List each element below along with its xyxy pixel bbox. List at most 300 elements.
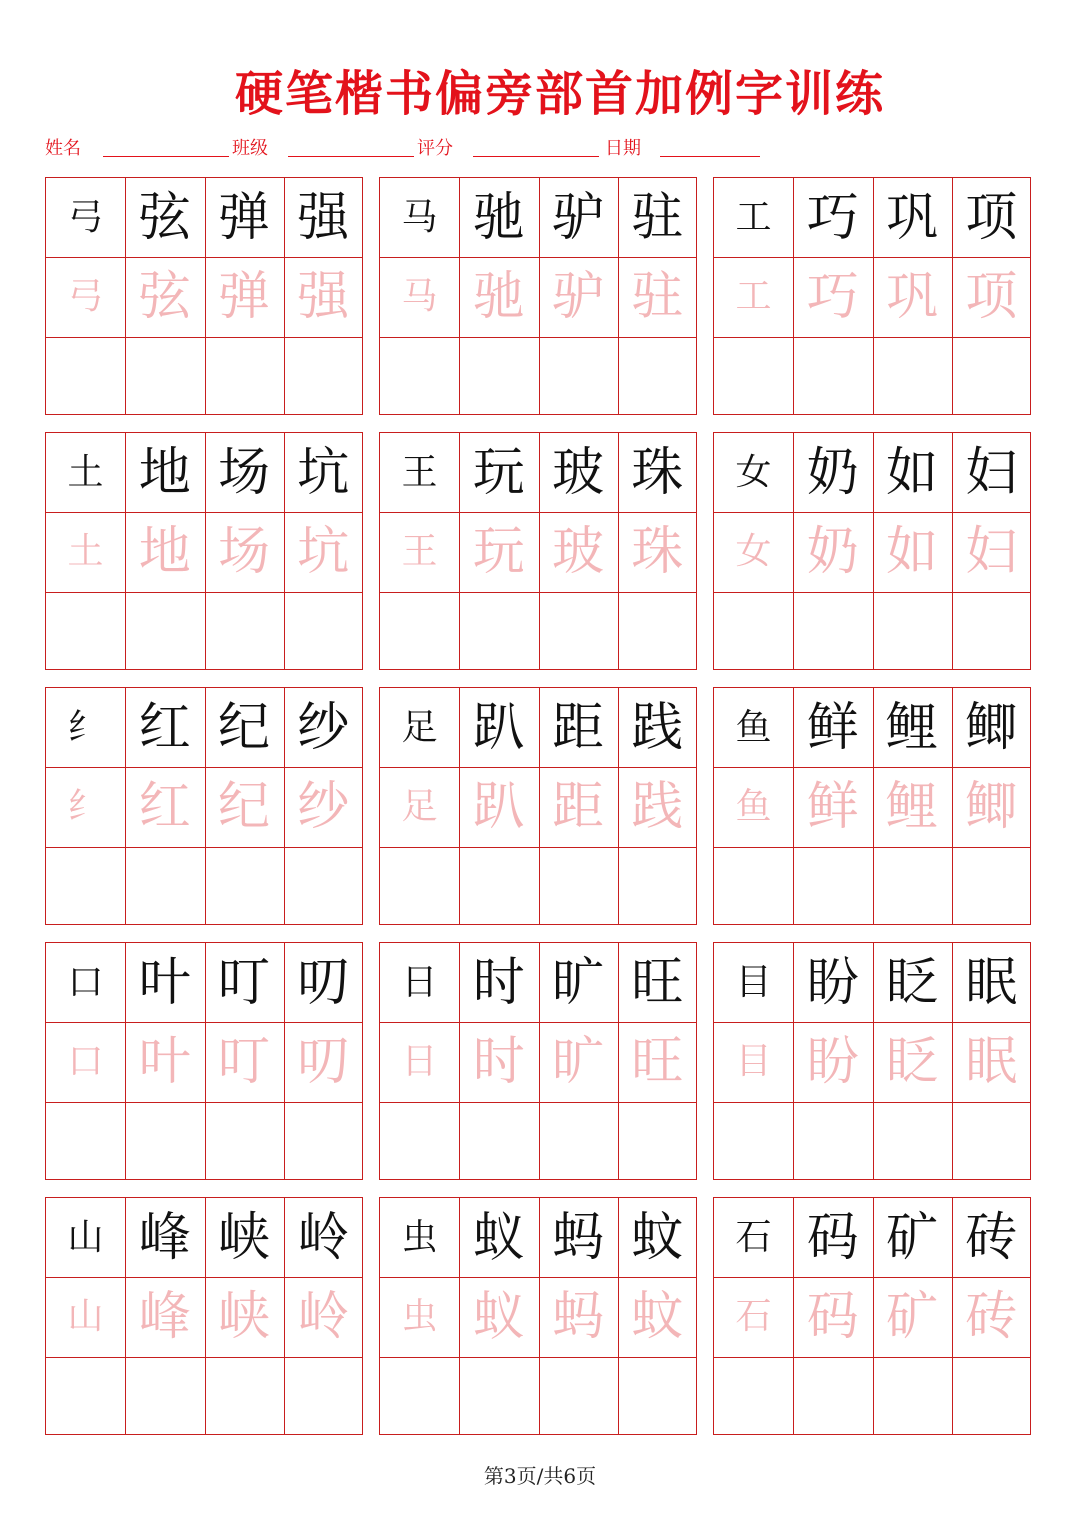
trace-example-char: 驰 xyxy=(472,266,525,327)
trace-cell[interactable] xyxy=(873,767,952,846)
radical-cell xyxy=(46,943,125,1022)
practice-cell[interactable] xyxy=(284,1357,363,1436)
practice-cell[interactable] xyxy=(714,592,793,671)
trace-radical-char: 弓 xyxy=(67,275,104,317)
trace-example-char: 岭 xyxy=(297,1286,350,1347)
trace-cell[interactable] xyxy=(46,767,125,846)
practice-cell[interactable] xyxy=(539,337,618,416)
trace-example-char: 珠 xyxy=(631,521,684,582)
practice-cell[interactable] xyxy=(793,337,872,416)
trace-radical-char: 王 xyxy=(401,530,438,572)
example-char: 蚊 xyxy=(631,1207,684,1268)
trace-radical-char: 女 xyxy=(735,530,772,572)
practice-cell[interactable] xyxy=(46,1357,125,1436)
practice-cell[interactable] xyxy=(873,1102,952,1181)
practice-cell[interactable] xyxy=(459,1102,538,1181)
trace-cell[interactable] xyxy=(125,1022,204,1101)
trace-cell[interactable] xyxy=(46,512,125,591)
trace-example-char: 践 xyxy=(631,776,684,837)
radical-cell xyxy=(46,178,125,257)
trace-radical-char: 土 xyxy=(67,530,104,572)
example-cell xyxy=(205,688,284,767)
practice-cell[interactable] xyxy=(125,847,204,926)
radical-cell xyxy=(714,943,793,1022)
example-char: 奶 xyxy=(806,442,859,503)
trace-radical-char: 日 xyxy=(401,1040,438,1082)
name-blank xyxy=(103,156,229,157)
trace-cell[interactable] xyxy=(205,767,284,846)
example-char: 纱 xyxy=(297,697,350,758)
trace-example-char: 巧 xyxy=(806,266,859,327)
practice-cell[interactable] xyxy=(284,1102,363,1181)
example-cell xyxy=(125,1198,204,1277)
example-cell xyxy=(952,433,1031,512)
example-char: 砖 xyxy=(965,1207,1018,1268)
trace-example-char: 峰 xyxy=(138,1286,191,1347)
trace-cell[interactable] xyxy=(459,1277,538,1356)
character-block xyxy=(379,687,697,925)
trace-cell[interactable] xyxy=(873,1022,952,1101)
example-cell xyxy=(205,943,284,1022)
character-block xyxy=(45,432,363,670)
character-block xyxy=(713,177,1031,415)
trace-cell[interactable] xyxy=(46,257,125,336)
trace-cell[interactable] xyxy=(459,1022,538,1101)
class-blank xyxy=(288,156,414,157)
practice-cell[interactable] xyxy=(952,337,1031,416)
practice-cell[interactable] xyxy=(618,337,697,416)
example-char: 盼 xyxy=(806,952,859,1013)
trace-cell[interactable] xyxy=(284,767,363,846)
trace-example-char: 项 xyxy=(965,266,1018,327)
trace-example-char: 叶 xyxy=(138,1031,191,1092)
trace-example-char: 蚁 xyxy=(472,1286,525,1347)
radical-char: 虫 xyxy=(401,1216,438,1258)
trace-example-char: 鲤 xyxy=(885,776,938,837)
example-char: 码 xyxy=(806,1207,859,1268)
example-char: 趴 xyxy=(472,697,525,758)
example-char: 强 xyxy=(297,187,350,248)
character-block xyxy=(713,1197,1031,1435)
trace-cell[interactable] xyxy=(873,512,952,591)
practice-cell[interactable] xyxy=(793,592,872,671)
trace-cell[interactable] xyxy=(539,257,618,336)
practice-cell[interactable] xyxy=(873,847,952,926)
trace-example-char: 眨 xyxy=(885,1031,938,1092)
trace-example-char: 矿 xyxy=(885,1286,938,1347)
practice-cell[interactable] xyxy=(459,337,538,416)
trace-example-char: 旷 xyxy=(551,1031,604,1092)
trace-cell[interactable] xyxy=(284,257,363,336)
trace-cell[interactable] xyxy=(205,257,284,336)
practice-cell[interactable] xyxy=(952,1357,1031,1436)
practice-cell[interactable] xyxy=(125,337,204,416)
page-number: 第3页/共6页 xyxy=(483,1464,597,1488)
trace-radical-char: 足 xyxy=(401,785,438,827)
example-cell xyxy=(125,433,204,512)
trace-cell[interactable] xyxy=(539,767,618,846)
practice-cell[interactable] xyxy=(284,592,363,671)
example-cell xyxy=(284,178,363,257)
trace-radical-char: 目 xyxy=(735,1040,772,1082)
radical-char: 足 xyxy=(401,706,438,748)
example-cell xyxy=(459,943,538,1022)
trace-example-char: 叮 xyxy=(217,1031,270,1092)
radical-cell xyxy=(46,1198,125,1277)
score-label: 评分 xyxy=(417,138,453,159)
trace-example-char: 红 xyxy=(138,776,191,837)
trace-cell[interactable] xyxy=(459,767,538,846)
example-cell xyxy=(459,433,538,512)
example-char: 场 xyxy=(217,442,270,503)
example-cell xyxy=(952,943,1031,1022)
practice-cell[interactable] xyxy=(793,1102,872,1181)
radical-char: 日 xyxy=(401,961,438,1003)
trace-cell[interactable] xyxy=(459,257,538,336)
radical-cell xyxy=(46,688,125,767)
example-cell xyxy=(793,943,872,1022)
radical-char: 弓 xyxy=(67,196,104,238)
trace-cell[interactable] xyxy=(793,767,872,846)
example-char: 玻 xyxy=(551,442,604,503)
practice-cell[interactable] xyxy=(205,592,284,671)
practice-cell[interactable] xyxy=(380,1357,459,1436)
practice-cell[interactable] xyxy=(714,847,793,926)
trace-cell[interactable] xyxy=(205,1022,284,1101)
trace-radical-char: 口 xyxy=(67,1040,104,1082)
example-cell xyxy=(205,178,284,257)
example-char: 峡 xyxy=(217,1207,270,1268)
practice-cell[interactable] xyxy=(125,1357,204,1436)
radical-cell xyxy=(380,178,459,257)
character-block xyxy=(379,1197,697,1435)
trace-cell[interactable] xyxy=(952,512,1031,591)
example-cell xyxy=(459,1198,538,1277)
example-cell xyxy=(539,433,618,512)
trace-cell[interactable] xyxy=(539,1022,618,1101)
trace-radical-char: 石 xyxy=(735,1295,772,1337)
practice-cell[interactable] xyxy=(539,847,618,926)
radical-cell xyxy=(46,433,125,512)
practice-cell[interactable] xyxy=(46,337,125,416)
trace-cell[interactable] xyxy=(46,1022,125,1101)
practice-cell[interactable] xyxy=(873,592,952,671)
radical-char: 目 xyxy=(735,961,772,1003)
trace-cell[interactable] xyxy=(125,512,204,591)
practice-cell[interactable] xyxy=(205,337,284,416)
example-char: 纪 xyxy=(217,697,270,758)
trace-cell[interactable] xyxy=(46,1277,125,1356)
trace-cell[interactable] xyxy=(539,512,618,591)
trace-cell[interactable] xyxy=(793,1022,872,1101)
trace-cell[interactable] xyxy=(714,1277,793,1356)
trace-example-char: 弹 xyxy=(217,266,270,327)
practice-cell[interactable] xyxy=(125,592,204,671)
example-char: 时 xyxy=(472,952,525,1013)
radical-char: 纟 xyxy=(67,706,104,748)
example-char: 巩 xyxy=(885,187,938,248)
example-cell xyxy=(618,178,697,257)
example-char: 玩 xyxy=(472,442,525,503)
radical-char: 工 xyxy=(735,196,772,238)
practice-cell[interactable] xyxy=(380,592,459,671)
trace-cell[interactable] xyxy=(125,257,204,336)
example-char: 巧 xyxy=(806,187,859,248)
example-char: 矿 xyxy=(885,1207,938,1268)
character-block xyxy=(713,687,1031,925)
example-char: 叶 xyxy=(138,952,191,1013)
example-char: 地 xyxy=(138,442,191,503)
trace-example-char: 峡 xyxy=(217,1286,270,1347)
example-cell xyxy=(459,178,538,257)
example-cell xyxy=(618,1198,697,1277)
trace-radical-char: 山 xyxy=(67,1295,104,1337)
trace-cell[interactable] xyxy=(284,1277,363,1356)
character-block xyxy=(45,177,363,415)
example-cell xyxy=(539,1198,618,1277)
trace-cell[interactable] xyxy=(952,1277,1031,1356)
trace-cell[interactable] xyxy=(714,257,793,336)
radical-cell xyxy=(380,688,459,767)
example-char: 蚂 xyxy=(551,1207,604,1268)
trace-example-char: 坑 xyxy=(297,521,350,582)
example-cell xyxy=(952,178,1031,257)
practice-cell[interactable] xyxy=(618,592,697,671)
radical-char: 山 xyxy=(67,1216,104,1258)
practice-cell[interactable] xyxy=(380,1102,459,1181)
trace-example-char: 眠 xyxy=(965,1031,1018,1092)
trace-example-char: 砖 xyxy=(965,1286,1018,1347)
trace-cell[interactable] xyxy=(873,257,952,336)
example-cell xyxy=(952,1198,1031,1277)
practice-cell[interactable] xyxy=(46,592,125,671)
example-char: 鲜 xyxy=(806,697,859,758)
example-char: 践 xyxy=(631,697,684,758)
example-char: 蚁 xyxy=(472,1207,525,1268)
example-char: 驰 xyxy=(472,187,525,248)
example-cell xyxy=(873,688,952,767)
practice-cell[interactable] xyxy=(539,1357,618,1436)
trace-example-char: 驴 xyxy=(551,266,604,327)
character-block xyxy=(713,432,1031,670)
trace-cell[interactable] xyxy=(618,1022,697,1101)
trace-cell[interactable] xyxy=(205,1277,284,1356)
example-cell xyxy=(539,688,618,767)
trace-cell[interactable] xyxy=(459,512,538,591)
example-cell xyxy=(873,943,952,1022)
class-label: 班级 xyxy=(232,138,268,159)
example-cell xyxy=(539,943,618,1022)
trace-cell[interactable] xyxy=(793,512,872,591)
example-char: 叮 xyxy=(217,952,270,1013)
character-block xyxy=(45,1197,363,1435)
example-cell xyxy=(125,943,204,1022)
radical-cell xyxy=(714,1198,793,1277)
trace-cell[interactable] xyxy=(793,1277,872,1356)
practice-cell[interactable] xyxy=(205,1357,284,1436)
example-char: 妇 xyxy=(965,442,1018,503)
score-blank xyxy=(473,156,599,157)
trace-cell[interactable] xyxy=(380,257,459,336)
trace-cell[interactable] xyxy=(714,512,793,591)
example-cell xyxy=(793,178,872,257)
trace-example-char: 如 xyxy=(885,521,938,582)
trace-example-char: 巩 xyxy=(885,266,938,327)
trace-cell[interactable] xyxy=(952,257,1031,336)
radical-cell xyxy=(714,433,793,512)
example-char: 峰 xyxy=(138,1207,191,1268)
example-cell xyxy=(284,433,363,512)
example-cell xyxy=(873,1198,952,1277)
example-char: 坑 xyxy=(297,442,350,503)
example-cell xyxy=(205,433,284,512)
practice-cell[interactable] xyxy=(952,592,1031,671)
trace-example-char: 玩 xyxy=(472,521,525,582)
trace-cell[interactable] xyxy=(284,1022,363,1101)
example-char: 如 xyxy=(885,442,938,503)
example-char: 眠 xyxy=(965,952,1018,1013)
example-cell xyxy=(205,1198,284,1277)
character-block xyxy=(45,942,363,1180)
example-char: 叨 xyxy=(297,952,350,1013)
trace-cell[interactable] xyxy=(618,1277,697,1356)
practice-cell[interactable] xyxy=(714,337,793,416)
example-cell xyxy=(873,178,952,257)
radical-char: 口 xyxy=(67,961,104,1003)
trace-cell[interactable] xyxy=(952,1022,1031,1101)
trace-cell[interactable] xyxy=(618,767,697,846)
practice-cell[interactable] xyxy=(284,847,363,926)
trace-cell[interactable] xyxy=(618,257,697,336)
radical-cell xyxy=(380,1198,459,1277)
practice-cell[interactable] xyxy=(618,1357,697,1436)
practice-cell[interactable] xyxy=(793,847,872,926)
example-cell xyxy=(125,688,204,767)
character-block xyxy=(713,942,1031,1180)
radical-char: 鱼 xyxy=(735,706,772,748)
trace-cell[interactable] xyxy=(205,512,284,591)
trace-example-char: 弦 xyxy=(138,266,191,327)
date-label: 日期 xyxy=(605,138,641,159)
practice-cell[interactable] xyxy=(459,1357,538,1436)
practice-cell[interactable] xyxy=(284,337,363,416)
example-cell xyxy=(459,688,538,767)
practice-cell[interactable] xyxy=(539,1102,618,1181)
trace-example-char: 旺 xyxy=(631,1031,684,1092)
trace-example-char: 驻 xyxy=(631,266,684,327)
trace-example-char: 盼 xyxy=(806,1031,859,1092)
radical-char: 王 xyxy=(401,451,438,493)
radical-char: 马 xyxy=(401,196,438,238)
trace-example-char: 鲜 xyxy=(806,776,859,837)
trace-example-char: 蚊 xyxy=(631,1286,684,1347)
trace-cell[interactable] xyxy=(618,512,697,591)
example-cell xyxy=(793,433,872,512)
trace-example-char: 纱 xyxy=(297,776,350,837)
practice-cell[interactable] xyxy=(714,1357,793,1436)
character-block xyxy=(379,432,697,670)
trace-cell[interactable] xyxy=(714,767,793,846)
practice-cell[interactable] xyxy=(618,1102,697,1181)
example-cell xyxy=(618,433,697,512)
practice-cell[interactable] xyxy=(539,592,618,671)
trace-cell[interactable] xyxy=(873,1277,952,1356)
radical-cell xyxy=(714,178,793,257)
trace-example-char: 鲫 xyxy=(965,776,1018,837)
example-char: 旷 xyxy=(551,952,604,1013)
name-label: 姓名 xyxy=(45,138,81,159)
trace-radical-char: 纟 xyxy=(67,785,104,827)
trace-cell[interactable] xyxy=(125,767,204,846)
trace-example-char: 蚂 xyxy=(551,1286,604,1347)
practice-cell[interactable] xyxy=(952,1102,1031,1181)
practice-cell[interactable] xyxy=(380,337,459,416)
example-cell xyxy=(284,1198,363,1277)
example-cell xyxy=(793,688,872,767)
trace-cell[interactable] xyxy=(125,1277,204,1356)
trace-cell[interactable] xyxy=(714,1022,793,1101)
practice-cell[interactable] xyxy=(46,847,125,926)
trace-radical-char: 工 xyxy=(735,275,772,317)
example-char: 弦 xyxy=(138,187,191,248)
practice-cell[interactable] xyxy=(459,847,538,926)
trace-cell[interactable] xyxy=(793,257,872,336)
practice-cell[interactable] xyxy=(873,1357,952,1436)
practice-cell[interactable] xyxy=(459,592,538,671)
example-char: 岭 xyxy=(297,1207,350,1268)
character-block xyxy=(45,687,363,925)
trace-example-char: 强 xyxy=(297,266,350,327)
trace-example-char: 玻 xyxy=(551,521,604,582)
trace-example-char: 纪 xyxy=(217,776,270,837)
practice-cell[interactable] xyxy=(793,1357,872,1436)
radical-cell xyxy=(380,943,459,1022)
practice-cell[interactable] xyxy=(618,847,697,926)
trace-example-char: 地 xyxy=(138,521,191,582)
page-title: 硬笔楷书偏旁部首加例字训练 xyxy=(234,66,885,122)
trace-cell[interactable] xyxy=(284,512,363,591)
practice-cell[interactable] xyxy=(205,847,284,926)
example-char: 珠 xyxy=(631,442,684,503)
example-char: 驴 xyxy=(551,187,604,248)
trace-example-char: 码 xyxy=(806,1286,859,1347)
character-block xyxy=(379,177,697,415)
trace-radical-char: 鱼 xyxy=(735,785,772,827)
trace-cell[interactable] xyxy=(539,1277,618,1356)
trace-example-char: 趴 xyxy=(472,776,525,837)
practice-cell[interactable] xyxy=(380,847,459,926)
practice-cell[interactable] xyxy=(952,847,1031,926)
practice-cell[interactable] xyxy=(125,1102,204,1181)
example-char: 眨 xyxy=(885,952,938,1013)
radical-cell xyxy=(714,688,793,767)
trace-cell[interactable] xyxy=(380,1277,459,1356)
radical-char: 石 xyxy=(735,1216,772,1258)
character-block xyxy=(379,942,697,1180)
trace-cell[interactable] xyxy=(952,767,1031,846)
practice-cell[interactable] xyxy=(46,1102,125,1181)
trace-cell[interactable] xyxy=(380,767,459,846)
example-char: 距 xyxy=(551,697,604,758)
example-char: 红 xyxy=(138,697,191,758)
practice-cell[interactable] xyxy=(714,1102,793,1181)
trace-cell[interactable] xyxy=(380,1022,459,1101)
example-char: 鲫 xyxy=(965,697,1018,758)
practice-cell[interactable] xyxy=(205,1102,284,1181)
trace-cell[interactable] xyxy=(380,512,459,591)
practice-cell[interactable] xyxy=(873,337,952,416)
example-cell xyxy=(284,688,363,767)
